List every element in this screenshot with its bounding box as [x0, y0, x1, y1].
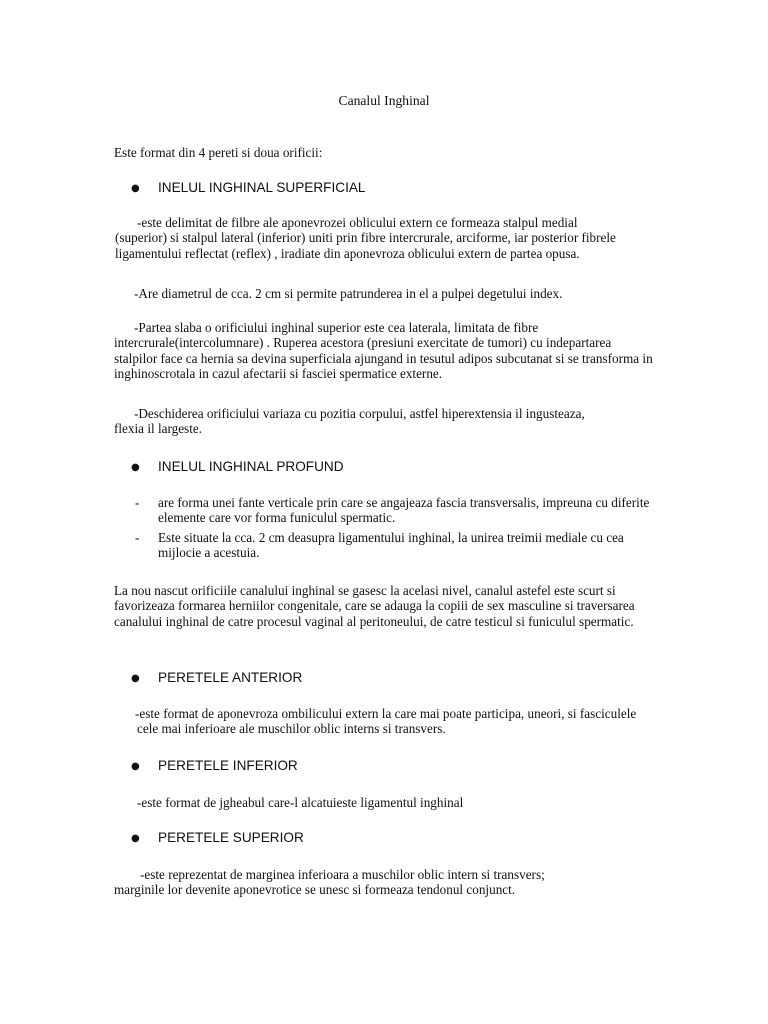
anterior-paragraph: -este format de aponevroza ombilicului extern la care mai poate participa, uneori, si fasciculele cele mai inferioare ale muschilor oblic interns si transvers. [135, 706, 637, 737]
newborn-paragraph: La nou nascut orificiile canalului inghinal se gasesc la acelasi nivel, canalul astefel este scurt si favorizeaza formarea herniilor congenitale, care se adauga la copiii de sex masculine si traversarea canalului inghinal de catre procesul vaginal al peritoneului, de catre testicul si funiculul spermatic. [114, 583, 635, 629]
heading-peretele-inferior: ● PERETELE INFERIOR [131, 758, 298, 773]
profund-item-2: - Este situate la cca. 2 cm deasupra ligamentului inghinal, la unirea treimii mediale cu cea mijlocie a acestuia. [135, 530, 624, 561]
intro-paragraph: Este format din 4 pereti si doua orificii: [114, 145, 323, 160]
superficial-paragraph-2: -Are diametrul de cca. 2 cm si permite patrunderea in el a pulpei degetului index. [134, 286, 563, 301]
superficial-paragraph-4: -Deschiderea orificiului variaza cu pozitia corpului, astfel hiperextensia il ingusteaza, flexia il largeste. [114, 406, 585, 437]
heading-peretele-superior: ● PERETELE SUPERIOR [131, 830, 304, 845]
superior-paragraph: -este reprezentat de marginea inferioara a muschilor oblic intern si transvers; marginile lor devenite aponevrotice se unesc si formeaza tendonul conjunct. [114, 867, 545, 898]
bullet-icon: ● [131, 833, 140, 844]
superficial-paragraph-3: -Partea slaba o orificiului inghinal superior este cea laterala, limitata de fibre intercrurale(intercolumnare) . Ruperea acestora (presiuni exercitate de tumori) cu indepartarea stalpilor face ca hernia sa devina superficiala ajungand in tesutul adipos subcutanat si se transforma in inghinoscrotala in cazul afectarii si fasciei spermatice externe. [114, 320, 653, 382]
profund-item-1: - are forma unei fante verticale prin care se angajeaza fascia transversalis, impreuna cu diferite elemente care vor forma funiculul spermatic. [135, 495, 650, 526]
superficial-paragraph-1: -este delimitat de filbre ale aponevrozei oblicului extern ce formeaza stalpul medial (superior) si stalpul lateral (inferior) uniti prin fibre intercrurale, arciforme, iar posterior fibrele ligamentului reflectat (reflex) , iradiate din aponevroza oblicului extern de partea opusa. [115, 215, 616, 261]
document-title: Canalul Inghinal [338, 93, 430, 108]
heading-peretele-anterior: ● PERETELE ANTERIOR [131, 670, 303, 685]
bullet-icon: ● [131, 673, 140, 684]
bullet-icon: ● [131, 183, 140, 194]
heading-inelul-profund: ● INELUL INGHINAL PROFUND [131, 459, 344, 474]
bullet-icon: ● [131, 761, 140, 772]
bullet-icon: ● [131, 462, 140, 473]
inferior-paragraph: -este format de jgheabul care-l alcatuieste ligamentul inghinal [137, 795, 464, 810]
heading-inelul-superficial: ● INELUL INGHINAL SUPERFICIAL [131, 180, 366, 195]
